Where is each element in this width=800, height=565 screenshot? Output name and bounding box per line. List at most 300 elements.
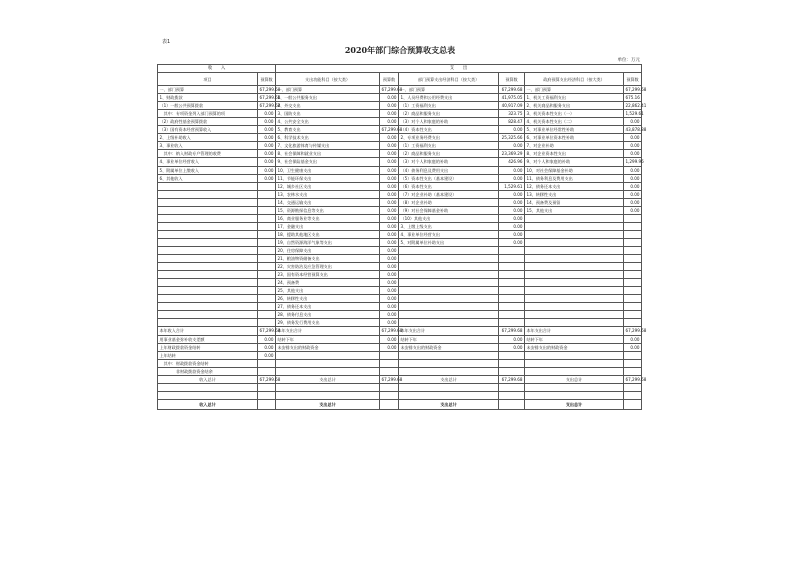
amount-cell <box>499 367 525 375</box>
amount-cell: 0.00 <box>380 311 399 319</box>
amount-cell: 67,299.68 <box>381 328 403 334</box>
table-number-label: 表1 <box>162 39 171 45</box>
amount-cell <box>624 319 642 327</box>
item-cell: 收入总计 <box>158 399 258 409</box>
item-cell <box>399 383 499 391</box>
item-cell: （3）对个人和家庭的补助 <box>399 158 499 166</box>
amount-cell <box>624 383 642 391</box>
table-row <box>158 86 642 94</box>
item-cell: 未安排支出的财政资金 <box>276 343 380 351</box>
item-cell <box>158 391 258 399</box>
item-cell: （2）政府性基金预算拨款 <box>158 118 258 126</box>
table-row <box>158 319 642 327</box>
amount-cell <box>624 399 642 409</box>
amount-cell: 0.00 <box>258 126 276 134</box>
item-cell <box>158 271 258 279</box>
header-cell: 部门预算支出经济科目（按大类） <box>399 73 499 86</box>
item-cell: 结转下年 <box>276 335 380 343</box>
amount-cell <box>624 367 642 375</box>
item-cell: 11、债务利息及费用支出 <box>525 174 624 182</box>
amount-cell: 0.00 <box>624 190 642 198</box>
table-row <box>158 230 642 238</box>
item-cell <box>399 271 499 279</box>
amount-cell <box>258 198 276 206</box>
amount-cell: 67,299.68 <box>625 328 647 334</box>
amount-cell: 0.00 <box>380 206 399 214</box>
amount-cell: 0.00 <box>380 182 399 190</box>
amount-cell <box>258 182 276 190</box>
amount-cell: 67,299.68 <box>259 95 281 101</box>
amount-cell: 0.00 <box>624 134 642 142</box>
item-cell: 16、商业服务业等支出 <box>276 214 380 222</box>
amount-cell: 0.00 <box>380 158 399 166</box>
item-cell <box>399 367 499 375</box>
item-cell: 一、部门预算 <box>276 86 380 94</box>
amount-cell <box>499 311 525 319</box>
amount-cell: 0.00 <box>624 335 642 343</box>
item-cell <box>399 359 499 367</box>
item-cell: 14、预备费及预留 <box>525 198 624 206</box>
amount-cell: 0.00 <box>499 190 525 198</box>
table-row <box>158 222 642 230</box>
item-cell: 15、资源勘探信息等支出 <box>276 206 380 214</box>
item-cell: 6、对事业单位资本性补助 <box>525 134 624 142</box>
amount-cell: 0.00 <box>380 335 399 343</box>
footer-row <box>158 399 642 409</box>
item-cell: 6、科学技术支出 <box>276 134 380 142</box>
table-row <box>158 303 642 311</box>
header-cell: 预算数 <box>624 73 642 86</box>
item-cell: 29、债务发行费用支出 <box>276 319 380 327</box>
table-row <box>158 279 642 287</box>
amount-cell <box>258 391 276 399</box>
table-row <box>158 206 642 214</box>
item-cell: 本年收入合计 <box>158 327 258 335</box>
table-row <box>158 118 642 126</box>
amount-cell <box>499 351 525 359</box>
item-cell: 本年支出合计 <box>525 327 624 335</box>
amount-cell <box>380 383 399 391</box>
table-row <box>158 391 642 399</box>
item-cell: 上年结转 <box>158 351 258 359</box>
amount-cell: 0.00 <box>258 158 276 166</box>
item-cell: 非财政拨款资金结余 <box>158 367 258 375</box>
amount-cell <box>624 295 642 303</box>
item-cell: 2、机关商品和服务支出 <box>525 102 624 110</box>
item-cell: 4、事业单位经营收入 <box>158 158 258 166</box>
table-row <box>158 327 642 335</box>
amount-cell <box>624 222 642 230</box>
amount-cell: 0.00 <box>380 303 399 311</box>
item-cell <box>158 182 258 190</box>
item-cell: 5、对附属单位补助支出 <box>399 238 499 246</box>
amount-cell: 25,325.66 <box>499 134 525 142</box>
item-cell <box>525 214 624 222</box>
item-cell: 一、部门预算 <box>158 86 258 94</box>
item-cell: 结转下年 <box>399 335 499 343</box>
table-row <box>158 150 642 158</box>
table-row <box>158 246 642 254</box>
item-cell: 28、债务付息支出 <box>276 311 380 319</box>
amount-cell: 426.96 <box>499 158 525 166</box>
amount-cell <box>258 319 276 327</box>
amount-cell <box>258 214 276 222</box>
amount-cell: 0.00 <box>380 150 399 158</box>
amount-cell <box>624 279 642 287</box>
amount-cell: 1,529.61 <box>625 111 644 117</box>
amount-cell: 0.00 <box>258 351 276 359</box>
item-cell: 12、债务还本支出 <box>525 182 624 190</box>
item-cell: 未安排支出的财政资金 <box>525 343 624 351</box>
amount-cell: 323.75 <box>499 110 525 118</box>
amount-cell: 0.00 <box>380 287 399 295</box>
amount-cell: 0.00 <box>380 255 399 263</box>
item-cell <box>399 351 499 359</box>
amount-cell: 0.00 <box>499 142 525 150</box>
unit-label: 单位：万元 <box>617 58 640 63</box>
amount-cell <box>380 399 399 409</box>
table-row <box>158 375 642 383</box>
item-cell: 26、转移性支出 <box>276 295 380 303</box>
item-cell <box>399 287 499 295</box>
amount-cell <box>499 287 525 295</box>
item-cell: 支出总计 <box>525 399 624 409</box>
amount-cell <box>258 279 276 287</box>
amount-cell: 0.00 <box>258 118 276 126</box>
item-cell: （6）资本性支出 <box>399 182 499 190</box>
amount-cell: 0.00 <box>258 166 276 174</box>
item-cell: 10、卫生健康支出 <box>276 166 380 174</box>
amount-cell <box>624 359 642 367</box>
header-cell: 支出功能科目（按大类） <box>276 73 380 86</box>
item-cell <box>525 238 624 246</box>
item-cell: 13、转移性支出 <box>525 190 624 198</box>
amount-cell: 0.00 <box>380 118 399 126</box>
item-cell: 23、国有资本经营预算支出 <box>276 271 380 279</box>
table-row <box>158 174 642 182</box>
amount-cell <box>624 391 642 399</box>
amount-cell <box>499 279 525 287</box>
item-cell <box>399 263 499 271</box>
item-cell: 10、对社会保障基金补助 <box>525 166 624 174</box>
table-row <box>158 335 642 343</box>
item-cell: （1）工资福利支出 <box>399 142 499 150</box>
amount-cell <box>624 287 642 295</box>
item-cell <box>158 383 258 391</box>
amount-cell: 67,299.68 <box>499 327 525 335</box>
amount-cell: 0.00 <box>380 166 399 174</box>
amount-cell <box>499 319 525 327</box>
item-cell: 7、对企业补助 <box>525 142 624 150</box>
item-cell <box>525 383 624 391</box>
amount-cell: 67,299.68 <box>499 86 525 94</box>
amount-cell: 0.00 <box>258 150 276 158</box>
item-cell <box>399 295 499 303</box>
item-cell <box>276 383 380 391</box>
header-cell: 政府预算支出经济科目（按大类） <box>525 73 624 86</box>
amount-cell: 0.00 <box>380 134 399 142</box>
amount-cell: 0.00 <box>624 198 642 206</box>
item-cell <box>525 279 624 287</box>
amount-cell: 0.00 <box>380 94 399 102</box>
item-cell <box>158 311 258 319</box>
amount-cell: 67,299.68 <box>381 87 403 93</box>
item-cell: 支出总计 <box>276 399 380 409</box>
item-cell: （9）对社会保障基金补助 <box>399 206 499 214</box>
item-cell: 2、专项业务经费支出 <box>399 134 499 142</box>
item-cell <box>525 246 624 254</box>
amount-cell: 0.00 <box>380 222 399 230</box>
amount-cell <box>624 246 642 254</box>
amount-cell <box>624 238 642 246</box>
amount-cell: 0.00 <box>380 174 399 182</box>
amount-cell <box>258 271 276 279</box>
item-cell: 5、教育支出 <box>276 126 380 134</box>
item-cell: 3、国防支出 <box>276 110 380 118</box>
amount-cell: 0.00 <box>499 335 525 343</box>
budget-summary-table <box>157 64 647 410</box>
item-cell: 14、交通运输支出 <box>276 198 380 206</box>
caption-row <box>158 65 642 73</box>
item-cell <box>525 230 624 238</box>
item-cell <box>399 303 499 311</box>
amount-cell <box>258 238 276 246</box>
table-row <box>158 263 642 271</box>
item-cell <box>525 255 624 263</box>
item-cell: 11、节能环保支出 <box>276 174 380 182</box>
table-row <box>158 190 642 198</box>
header-row <box>158 73 642 86</box>
item-cell: 1、人员经费和公用经费支出 <box>399 94 499 102</box>
amount-cell: 0.00 <box>624 166 642 174</box>
item-cell <box>158 279 258 287</box>
item-cell <box>399 311 499 319</box>
amount-cell <box>624 230 642 238</box>
amount-cell <box>258 222 276 230</box>
amount-cell <box>499 303 525 311</box>
item-cell: 2、外交支出 <box>276 102 380 110</box>
amount-cell: 0.00 <box>258 142 276 150</box>
item-cell: 1、财政拨款 <box>158 94 258 102</box>
table-row <box>158 255 642 263</box>
amount-cell <box>258 206 276 214</box>
item-cell: （10）其他支出 <box>399 214 499 222</box>
amount-cell <box>499 263 525 271</box>
item-cell: 5、对事业单位经常性补助 <box>525 126 624 134</box>
amount-cell: 67,299.68 <box>381 376 403 382</box>
item-cell: 支出总计 <box>399 375 499 383</box>
item-cell <box>158 287 258 295</box>
item-cell <box>399 255 499 263</box>
amount-cell: 0.00 <box>499 238 525 246</box>
amount-cell: 41,975.05 <box>499 94 525 102</box>
item-cell: 支出总计 <box>525 375 624 383</box>
item-cell: （3）国有资本经营预算收入 <box>158 126 258 134</box>
item-cell: 9、对个人和家庭的补助 <box>525 158 624 166</box>
item-cell: 1、机关工资福利支出 <box>525 94 624 102</box>
item-cell: （2）商品和服务支出 <box>399 150 499 158</box>
item-cell <box>525 222 624 230</box>
item-cell: 其中：专项资金列入部门预算的项 <box>158 110 258 118</box>
amount-cell <box>499 295 525 303</box>
item-cell: 18、援助其他地区支出 <box>276 230 380 238</box>
item-cell <box>158 263 258 271</box>
item-cell <box>525 367 624 375</box>
table-row <box>158 238 642 246</box>
table-row <box>158 158 642 166</box>
amount-cell: 0.00 <box>380 102 399 110</box>
amount-cell <box>380 391 399 399</box>
item-cell <box>158 246 258 254</box>
table-row <box>158 142 642 150</box>
amount-cell <box>258 246 276 254</box>
item-cell: 结转下年 <box>525 335 624 343</box>
item-cell <box>158 198 258 206</box>
item-cell: 4、事业单位经营支出 <box>399 230 499 238</box>
amount-cell <box>624 271 642 279</box>
item-cell: （8）对企业补助 <box>399 198 499 206</box>
item-cell: 22、灾害防治及应急管理支出 <box>276 263 380 271</box>
item-cell <box>158 303 258 311</box>
amount-cell: 0.00 <box>380 230 399 238</box>
amount-cell: 828.47 <box>499 118 525 126</box>
amount-cell: 0.00 <box>258 343 276 351</box>
item-cell <box>276 351 380 359</box>
item-cell: 本年支出合计 <box>399 327 499 335</box>
amount-cell: 0.00 <box>624 182 642 190</box>
item-cell: 7、文化旅游体育与传媒支出 <box>276 142 380 150</box>
amount-cell: 23,369.29 <box>499 150 525 158</box>
amount-cell <box>624 255 642 263</box>
table-row <box>158 287 642 295</box>
header-cell: 预算数 <box>380 73 399 86</box>
item-cell: （3）对个人和家庭的补助 <box>399 118 499 126</box>
table-row <box>158 383 642 391</box>
amount-cell: 0.00 <box>499 206 525 214</box>
table-row <box>158 351 642 359</box>
amount-cell <box>499 391 525 399</box>
amount-cell: 0.00 <box>380 190 399 198</box>
item-cell: 用事业基金弥补收支差额 <box>158 335 258 343</box>
item-cell: 3、机关资本性支出（一） <box>525 110 624 118</box>
amount-cell <box>624 351 642 359</box>
amount-cell <box>258 230 276 238</box>
amount-cell: 40,917.09 <box>499 102 525 110</box>
amount-cell: 0.00 <box>499 230 525 238</box>
amount-cell: 0.00 <box>380 110 399 118</box>
item-cell <box>525 319 624 327</box>
item-cell: 6、其他收入 <box>158 174 258 182</box>
amount-cell <box>499 399 525 409</box>
item-cell: 24、预备费 <box>276 279 380 287</box>
amount-cell: 0.00 <box>258 110 276 118</box>
table-row <box>158 271 642 279</box>
table-row <box>158 126 642 134</box>
amount-cell <box>258 359 276 367</box>
amount-cell: 0.00 <box>499 174 525 182</box>
item-cell: 20、住房保障支出 <box>276 246 380 254</box>
item-cell: 支出总计 <box>399 399 499 409</box>
amount-cell: 0.00 <box>624 118 642 126</box>
amount-cell: 0.00 <box>380 271 399 279</box>
amount-cell <box>380 359 399 367</box>
item-cell <box>158 214 258 222</box>
item-cell: 9、社会保险基金支出 <box>276 158 380 166</box>
item-cell: 5、附属单位上缴收入 <box>158 166 258 174</box>
item-cell <box>158 230 258 238</box>
amount-cell: 0.00 <box>380 214 399 222</box>
item-cell: 本年支出合计 <box>276 327 380 335</box>
amount-cell: 0.00 <box>624 150 642 158</box>
amount-cell: 67,299.68 <box>381 127 403 133</box>
item-cell: 27、债务还本支出 <box>276 303 380 311</box>
amount-cell: 67,299.68 <box>259 376 281 382</box>
amount-cell <box>499 255 525 263</box>
item-cell <box>399 279 499 287</box>
item-cell: 21、粮油物资储备支出 <box>276 255 380 263</box>
item-cell: （2）商品和服务支出 <box>399 110 499 118</box>
amount-cell <box>499 271 525 279</box>
amount-cell <box>258 295 276 303</box>
item-cell: 8、对企业资本性支出 <box>525 150 624 158</box>
amount-cell: 67,299.68 <box>259 87 281 93</box>
amount-cell: 0.00 <box>499 166 525 174</box>
amount-cell: 0.00 <box>624 142 642 150</box>
amount-cell <box>258 367 276 375</box>
amount-cell: 0.00 <box>380 263 399 271</box>
amount-cell <box>258 383 276 391</box>
item-cell <box>525 295 624 303</box>
item-cell: 3、事业收入 <box>158 142 258 150</box>
item-cell <box>525 351 624 359</box>
table-row <box>158 343 642 351</box>
header-cell: 预算数 <box>258 73 276 86</box>
table-row <box>158 94 642 102</box>
item-cell: 收入总计 <box>158 375 258 383</box>
item-cell: （1）一般公共预算拨款 <box>158 102 258 110</box>
table-row <box>158 359 642 367</box>
item-cell: 3、上缴上级支出 <box>399 222 499 230</box>
item-cell: （4）资本性支出 <box>399 126 499 134</box>
amount-cell <box>499 359 525 367</box>
amount-cell: 0.00 <box>499 198 525 206</box>
table-body <box>158 65 647 410</box>
item-cell <box>158 206 258 214</box>
amount-cell <box>258 303 276 311</box>
item-cell <box>276 391 380 399</box>
item-cell <box>158 295 258 303</box>
item-cell: 19、自然资源海洋气象等支出 <box>276 238 380 246</box>
table-row <box>158 214 642 222</box>
item-cell <box>158 222 258 230</box>
header-cell: 预算数 <box>499 73 525 86</box>
amount-cell: 0.00 <box>380 198 399 206</box>
amount-cell <box>624 214 642 222</box>
amount-cell: 0.00 <box>624 206 642 214</box>
item-cell: （5）资本性支出（基本建设） <box>399 174 499 182</box>
item-cell <box>525 263 624 271</box>
amount-cell: 0.00 <box>380 142 399 150</box>
item-cell <box>158 255 258 263</box>
amount-cell <box>258 311 276 319</box>
amount-cell <box>499 383 525 391</box>
amount-cell: 67,299.68 <box>259 328 281 334</box>
table-row <box>158 134 642 142</box>
amount-cell <box>258 255 276 263</box>
item-cell <box>399 391 499 399</box>
amount-cell: 0.00 <box>380 343 399 351</box>
item-cell: 15、其他支出 <box>525 206 624 214</box>
